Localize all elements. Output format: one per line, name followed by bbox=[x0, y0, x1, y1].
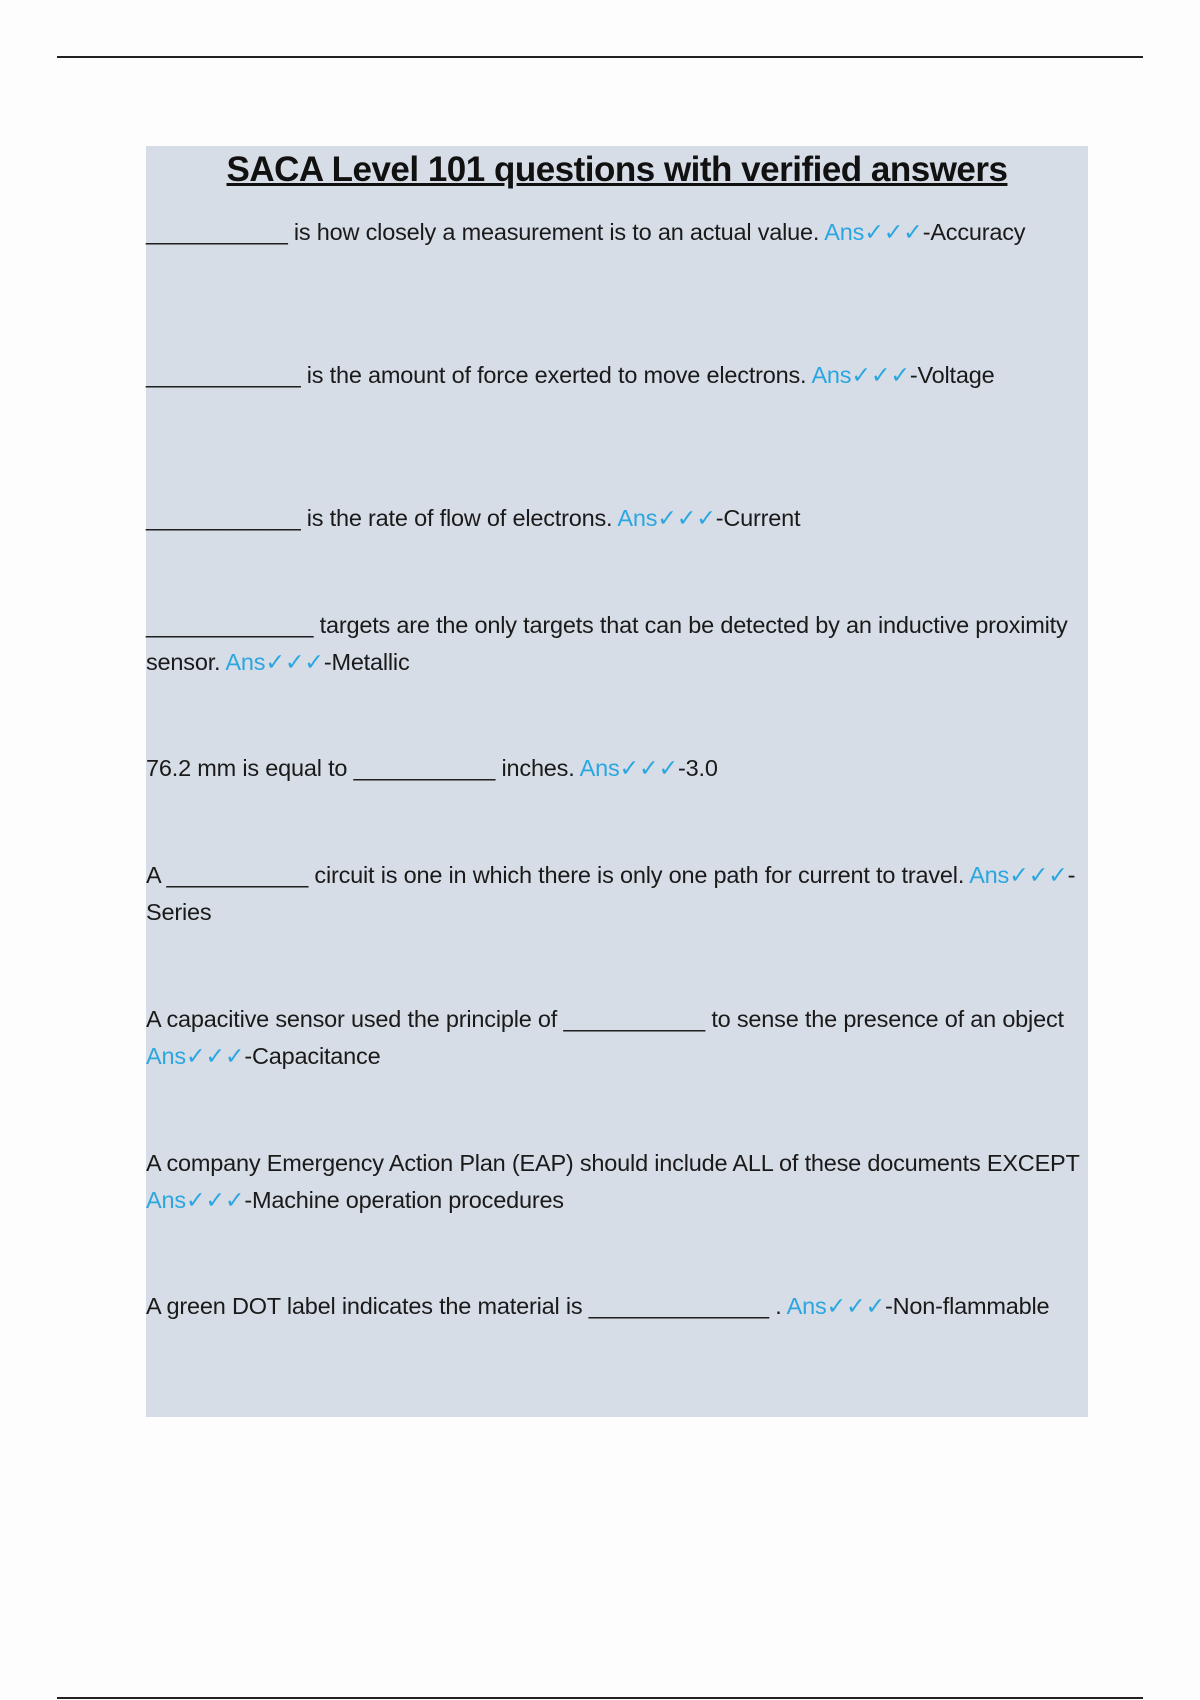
verified-check-icon: ✓✓✓ bbox=[185, 1187, 245, 1213]
answer-label: Ans bbox=[786, 1293, 827, 1319]
qa-item bbox=[146, 214, 1088, 251]
qa-item bbox=[146, 1288, 1088, 1325]
answer-label: Ans bbox=[225, 649, 266, 675]
answer-label: Ans bbox=[146, 1187, 186, 1213]
verified-check-icon: ✓✓✓ bbox=[851, 362, 910, 388]
question-text: 76.2 mm is equal to ___________ inches. bbox=[146, 755, 575, 781]
document-title: SACA Level 101 questions with verified answers bbox=[226, 150, 1008, 189]
answer-label: Ans bbox=[617, 505, 658, 531]
answer-text: -Metallic bbox=[323, 649, 410, 675]
header-rule bbox=[57, 56, 1143, 58]
answer-label: Ans bbox=[579, 755, 620, 781]
question-text: ____________ is the amount of force exerted to move electrons. bbox=[146, 362, 807, 388]
answer-label: Ans bbox=[969, 862, 1010, 888]
answer-text: -Current bbox=[715, 505, 801, 531]
qa-item bbox=[146, 357, 1088, 394]
answer-text: -3.0 bbox=[678, 755, 718, 781]
answer-label: Ans bbox=[811, 362, 852, 388]
answer-text: -Accuracy bbox=[922, 219, 1026, 245]
verified-check-icon: ✓✓✓ bbox=[1009, 862, 1068, 888]
qa-item bbox=[146, 500, 1088, 537]
qa-item bbox=[146, 1001, 1088, 1075]
question-text: ____________ is the rate of flow of electrons. bbox=[146, 505, 613, 531]
qa-item bbox=[146, 857, 1088, 931]
verified-check-icon: ✓✓✓ bbox=[619, 755, 678, 781]
verified-check-icon: ✓✓✓ bbox=[826, 1293, 885, 1319]
answer-text: -Capacitance bbox=[244, 1043, 381, 1069]
question-text: A green DOT label indicates the material is ______________ . bbox=[146, 1293, 782, 1319]
question-text: A company Emergency Action Plan (EAP) should include ALL of these documents EXCEPT bbox=[146, 1150, 1080, 1176]
content-panel bbox=[146, 146, 1088, 1417]
verified-check-icon: ✓✓✓ bbox=[864, 219, 923, 245]
qa-item bbox=[146, 750, 1088, 787]
answer-label: Ans bbox=[824, 219, 865, 245]
verified-check-icon: ✓✓✓ bbox=[265, 649, 324, 675]
question-text: A capacitive sensor used the principle of ___________ to sense the presence of an object bbox=[146, 1006, 1064, 1032]
question-text: ___________ is how closely a measurement is to an actual value. bbox=[146, 219, 820, 245]
verified-check-icon: ✓✓✓ bbox=[185, 1043, 245, 1069]
answer-label: Ans bbox=[146, 1043, 186, 1069]
answer-text: -Series bbox=[146, 862, 1076, 925]
qa-item bbox=[146, 1145, 1088, 1219]
verified-check-icon: ✓✓✓ bbox=[657, 505, 716, 531]
answer-text: -Machine operation procedures bbox=[244, 1187, 564, 1213]
footer-rule bbox=[57, 1697, 1143, 1699]
question-text: A ___________ circuit is one in which there is only one path for current to travel. bbox=[146, 862, 965, 888]
answer-text: -Voltage bbox=[909, 362, 995, 388]
question-text: _____________ targets are the only targets that can be detected by an inductive proximity sensor. bbox=[146, 612, 1068, 675]
qa-item bbox=[146, 607, 1088, 681]
answer-text: -Non-flammable bbox=[884, 1293, 1050, 1319]
